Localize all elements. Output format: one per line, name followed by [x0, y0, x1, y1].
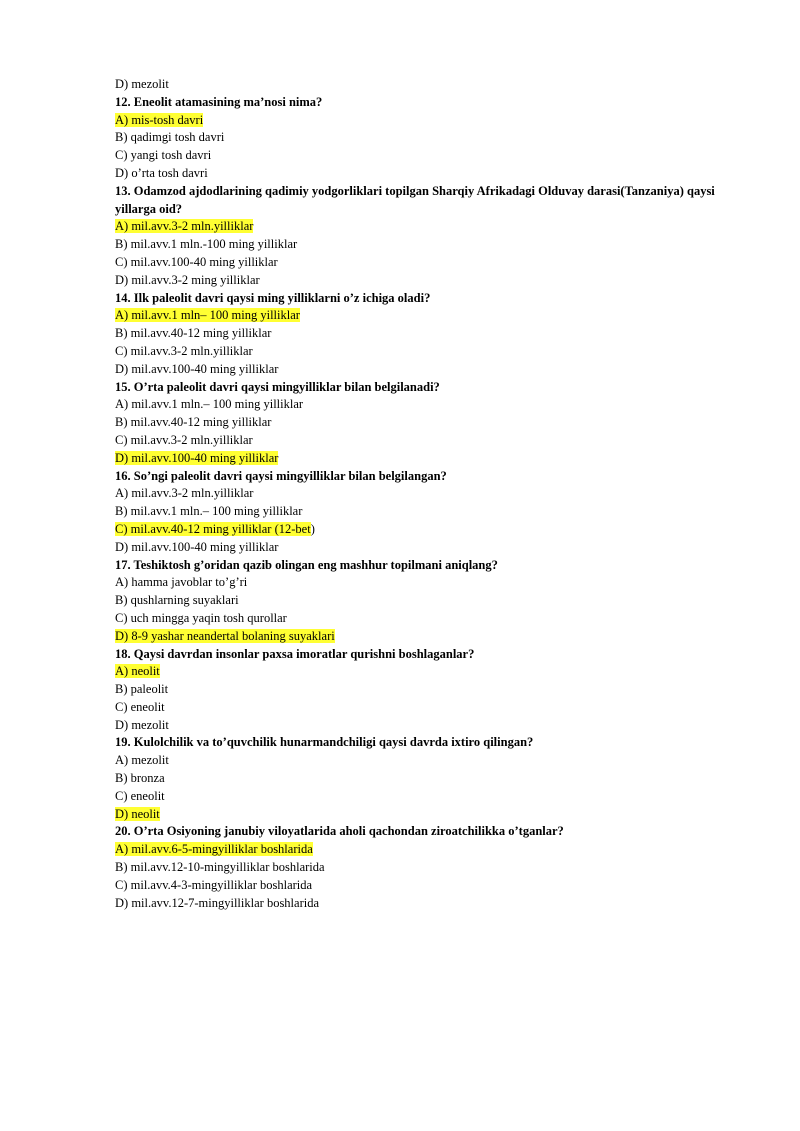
highlighted-answer: D) mil.avv.100-40 ming yilliklar [115, 450, 279, 465]
question-text: 12. Eneolit atamasining ma’nosi nima? [115, 94, 323, 109]
answer-option [115, 396, 755, 414]
question-text: 15. O’rta paleolit davri qaysi mingyilliklar bilan belgilanadi? [115, 379, 440, 394]
highlighted-answer: A) mil.avv.1 mln– 100 ming yilliklar [115, 308, 300, 323]
option-text: B) bronza [115, 771, 165, 786]
highlighted-answer: D) neolit [115, 806, 160, 821]
option-text: C) uch mingga yaqin tosh qurollar [115, 610, 287, 625]
document-page [115, 76, 755, 912]
answer-option [115, 325, 755, 343]
option-text: B) mil.avv.40-12 ming yilliklar [115, 415, 272, 430]
question-text: 19. Kulolchilik va to’quvchilik hunarmandchiligi qaysi davrda ixtiro qilingan? [115, 735, 534, 750]
option-text: D) mil.avv.100-40 ming yilliklar [115, 361, 279, 376]
question-text: 18. Qaysi davrdan insonlar paxsa imoratlar qurishni boshlaganlar? [115, 646, 475, 661]
highlighted-answer: A) neolit [115, 664, 160, 679]
option-text: C) mil.avv.100-40 ming yilliklar [115, 254, 278, 269]
highlighted-answer: A) mil.avv.6-5-mingyilliklar boshlarida [115, 842, 313, 857]
option-text: B) mil.avv.12-10-mingyilliklar boshlarida [115, 860, 325, 875]
option-text: D) mezolit [115, 717, 169, 732]
answer-option [115, 610, 755, 628]
option-text: D) mezolit [115, 77, 169, 91]
option-text: C) yangi tosh davri [115, 148, 212, 163]
option-text: D) mil.avv.100-40 ming yilliklar [115, 539, 279, 554]
option-text: C) eneolit [115, 788, 165, 803]
answer-option [115, 343, 755, 361]
highlighted-answer: A) mis-tosh davri [115, 112, 204, 127]
answer-option [115, 76, 755, 94]
answer-option [115, 628, 755, 646]
option-text: B) mil.avv.1 mln.– 100 ming yilliklar [115, 504, 303, 519]
option-text: C) mil.avv.4-3-mingyilliklar boshlarida [115, 877, 313, 892]
question-text: 14. Ilk paleolit davri qaysi ming yilliklarni o’z ichiga oladi? [115, 290, 431, 305]
option-text: B) mil.avv.40-12 ming yilliklar [115, 326, 272, 341]
answer-option [115, 681, 755, 699]
answer-option [115, 361, 755, 379]
answer-option [115, 663, 755, 681]
option-text: D) mil.avv.3-2 ming yilliklar [115, 272, 260, 287]
option-text: C) mil.avv.3-2 mln.yilliklar [115, 343, 253, 358]
question-text: 13. Odamzod ajdodlarining qadimiy yodgorliklari topilgan Sharqiy Afrikadagi Olduvay darasi(Tanzaniya) qaysi yillarga oid? [115, 183, 715, 216]
option-text: A) hamma javoblar to’g’ri [115, 575, 248, 590]
option-text: A) mil.avv.3-2 mln.yilliklar [115, 486, 254, 501]
answer-option [115, 503, 755, 521]
answer-option [115, 218, 755, 236]
option-text: B) qadimgi tosh davri [115, 130, 225, 145]
answer-option [115, 254, 755, 272]
question-text: 16. So’ngi paleolit davri qaysi mingyilliklar bilan belgilangan? [115, 468, 447, 483]
answer-option [115, 147, 755, 165]
highlighted-answer: A) mil.avv.3-2 mln.yilliklar [115, 219, 254, 234]
answer-option [115, 450, 755, 468]
answer-option [115, 574, 755, 592]
answer-option [115, 788, 755, 806]
answer-option [115, 592, 755, 610]
answer-option [115, 699, 755, 717]
highlighted-answer: C) mil.avv.40-12 ming yilliklar (12-bet [115, 521, 311, 536]
option-text: C) mil.avv.3-2 mln.yilliklar [115, 432, 253, 447]
option-text: B) paleolit [115, 682, 169, 697]
answer-option [115, 307, 755, 325]
answer-option [115, 414, 755, 432]
option-text: B) mil.avv.1 mln.-100 ming yilliklar [115, 237, 298, 252]
answer-option [115, 539, 755, 557]
option-text: ) [310, 521, 315, 536]
question-text: 17. Teshiktosh g’oridan qazib olingan eng mashhur topilmani aniqlang? [115, 557, 498, 572]
answer-option [115, 129, 755, 147]
option-text: C) eneolit [115, 699, 165, 714]
answer-option [115, 806, 755, 824]
question-text: 20. O’rta Osiyoning janubiy viloyatlarida aholi qachondan ziroatchilikka o’tganlar? [115, 824, 564, 839]
answer-option [115, 272, 755, 290]
answer-option [115, 432, 755, 450]
answer-option [115, 717, 755, 735]
answer-option [115, 859, 755, 877]
answer-option [115, 877, 755, 895]
option-text: A) mil.avv.1 mln.– 100 ming yilliklar [115, 397, 304, 412]
answer-option [115, 770, 755, 788]
answer-option [115, 112, 755, 130]
answer-option [115, 165, 755, 183]
option-text: D) o’rta tosh davri [115, 165, 208, 180]
answer-option [115, 752, 755, 770]
answer-option [115, 895, 755, 913]
highlighted-answer: D) 8-9 yashar neandertal bolaning suyaklari [115, 628, 335, 643]
answer-option [115, 521, 755, 539]
option-text: A) mezolit [115, 753, 169, 768]
option-text: B) qushlarning suyaklari [115, 593, 239, 608]
answer-option [115, 485, 755, 503]
option-text: D) mil.avv.12-7-mingyilliklar boshlarida [115, 895, 320, 910]
answer-option [115, 841, 755, 859]
answer-option [115, 236, 755, 254]
